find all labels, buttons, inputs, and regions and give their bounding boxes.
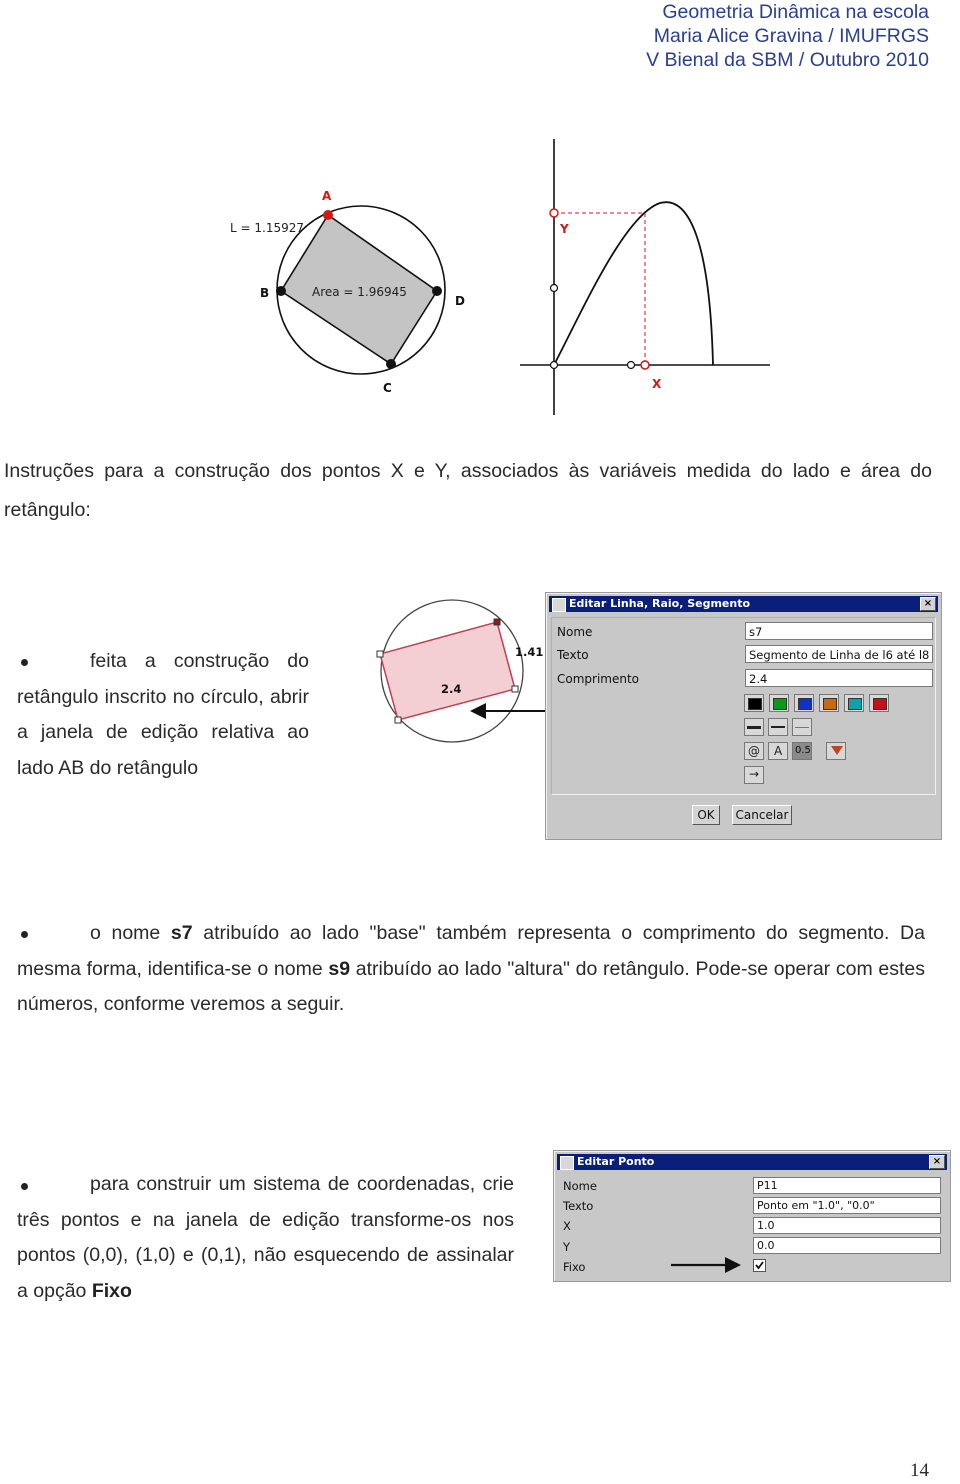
- measure-icon[interactable]: @: [744, 742, 764, 760]
- point-b: [276, 286, 286, 296]
- dialog-title: Editar Ponto: [577, 1155, 655, 1168]
- y-field[interactable]: 0.0: [753, 1237, 941, 1254]
- point-a: [323, 210, 333, 220]
- point-x: [641, 361, 649, 369]
- area-curve: [554, 202, 713, 365]
- label-b: B: [260, 286, 270, 300]
- color-chip: [823, 698, 837, 710]
- side-length-label: 1.41: [515, 645, 544, 659]
- label-toggle[interactable]: A: [768, 742, 788, 760]
- inscribed-rectangle-figure: [220, 180, 500, 405]
- bullet3-body: para construir um sistema de coordenadas, crie três pontos e na janela de edição transforme-os nos pontos (0,0), (1,0) e (0,1), não esquecendo de assinalar a opção: [17, 1173, 514, 1302]
- name-label: Nome: [563, 1179, 597, 1193]
- medium-line-swatch[interactable]: [768, 718, 788, 736]
- area-graph-figure: [515, 135, 775, 420]
- thick-line-swatch[interactable]: [744, 718, 764, 736]
- dialog-titlebar: [557, 1154, 947, 1170]
- origin-point: [551, 362, 558, 369]
- page-number: 14: [910, 1460, 929, 1481]
- bullet3-text: [17, 1167, 514, 1309]
- bullet2-text: [17, 916, 925, 1023]
- precision-toggle[interactable]: 0.5: [792, 742, 812, 760]
- unit-point-x: [628, 362, 635, 369]
- color-swatch[interactable]: [819, 694, 839, 712]
- bullet2-part2: atribuído ao lado "base" também representa o comprimento do segmento. Da mesma forma, identifica-se o nome: [17, 922, 925, 980]
- intro-paragraph: Instruções para a construção dos pontos X e Y, associados às variáveis medida do lado e área do retângulo:: [4, 460, 932, 521]
- point-c: [386, 359, 396, 369]
- fixo-option-name: Fixo: [91, 1279, 132, 1302]
- trace-toggle[interactable]: [826, 742, 846, 760]
- text-label: Texto: [557, 648, 589, 662]
- fixed-checkbox[interactable]: [753, 1259, 766, 1272]
- base-length-label: 2.4: [441, 682, 462, 696]
- header-title: Geometria Dinâmica na escola: [662, 1, 929, 23]
- edit-segment-dialog: [545, 592, 942, 840]
- page-header: [646, 0, 929, 72]
- bullet2-part3: atribuído ao lado "altura" do retângulo. Pode-se operar com estes números, conforme veremos a seguir.: [17, 957, 926, 1015]
- name-field[interactable]: s7: [745, 622, 933, 640]
- edit-point-dialog: [553, 1150, 951, 1282]
- text-label: Texto: [563, 1199, 594, 1213]
- color-chip: [773, 698, 787, 710]
- dialog-title: Editar Linha, Raio, Segmento: [569, 597, 751, 610]
- color-chip: [798, 698, 812, 710]
- label-x: X: [652, 377, 662, 391]
- color-swatch[interactable]: [794, 694, 814, 712]
- unit-point-y: [551, 285, 558, 292]
- fixed-label: Fixo: [563, 1260, 586, 1274]
- checkmark-icon: [754, 1260, 765, 1271]
- text-field[interactable]: Segmento de Linha de l6 até l8: [745, 645, 933, 663]
- arrow-icon[interactable]: →: [744, 766, 764, 784]
- label-c: C: [383, 381, 392, 395]
- bullet1-text: feita a construção do retângulo inscrito no círculo, abrir a janela de edição relativa ao lado AB do retângulo: [17, 650, 309, 779]
- s7-name: s7: [170, 922, 193, 944]
- point-d: [432, 286, 442, 296]
- color-chip: [873, 698, 887, 710]
- header-event: V Bienal da SBM / Outubro 2010: [646, 49, 929, 71]
- dialog-titlebar: [549, 596, 938, 612]
- s9-name: s9: [328, 957, 351, 980]
- app-icon: [552, 598, 566, 612]
- ok-button[interactable]: OK: [692, 805, 720, 825]
- text-field[interactable]: Ponto em "1.0", "0.0": [753, 1197, 941, 1214]
- name-field[interactable]: P11: [753, 1177, 941, 1194]
- label-a: A: [322, 189, 332, 203]
- color-swatch[interactable]: [744, 694, 764, 712]
- close-button[interactable]: ×: [929, 1155, 945, 1169]
- length-measure: L = 1.15927: [230, 221, 304, 235]
- length-field[interactable]: 2.4: [745, 669, 933, 687]
- color-swatch[interactable]: [844, 694, 864, 712]
- bullet2-part1: o nome: [90, 922, 171, 944]
- color-swatch[interactable]: [769, 694, 789, 712]
- color-swatch[interactable]: [869, 694, 889, 712]
- close-button[interactable]: ×: [920, 597, 936, 611]
- app-icon: [560, 1156, 574, 1170]
- length-label: Comprimento: [557, 672, 640, 686]
- x-field[interactable]: 1.0: [753, 1217, 941, 1234]
- cancel-button[interactable]: Cancelar: [732, 805, 792, 825]
- x-label: X: [563, 1219, 571, 1233]
- y-label: Y: [563, 1240, 571, 1254]
- pointer-arrow: [671, 1254, 743, 1274]
- color-chip: [848, 698, 862, 710]
- thin-line-swatch[interactable]: [792, 718, 812, 736]
- label-d: D: [455, 294, 465, 308]
- area-measure: Area = 1.96945: [312, 285, 407, 299]
- header-author: Maria Alice Gravina / IMUFRGS: [653, 25, 929, 47]
- point-y: [550, 209, 558, 217]
- name-label: Nome: [557, 625, 593, 639]
- color-chip: [748, 698, 762, 710]
- label-y: Y: [560, 222, 569, 236]
